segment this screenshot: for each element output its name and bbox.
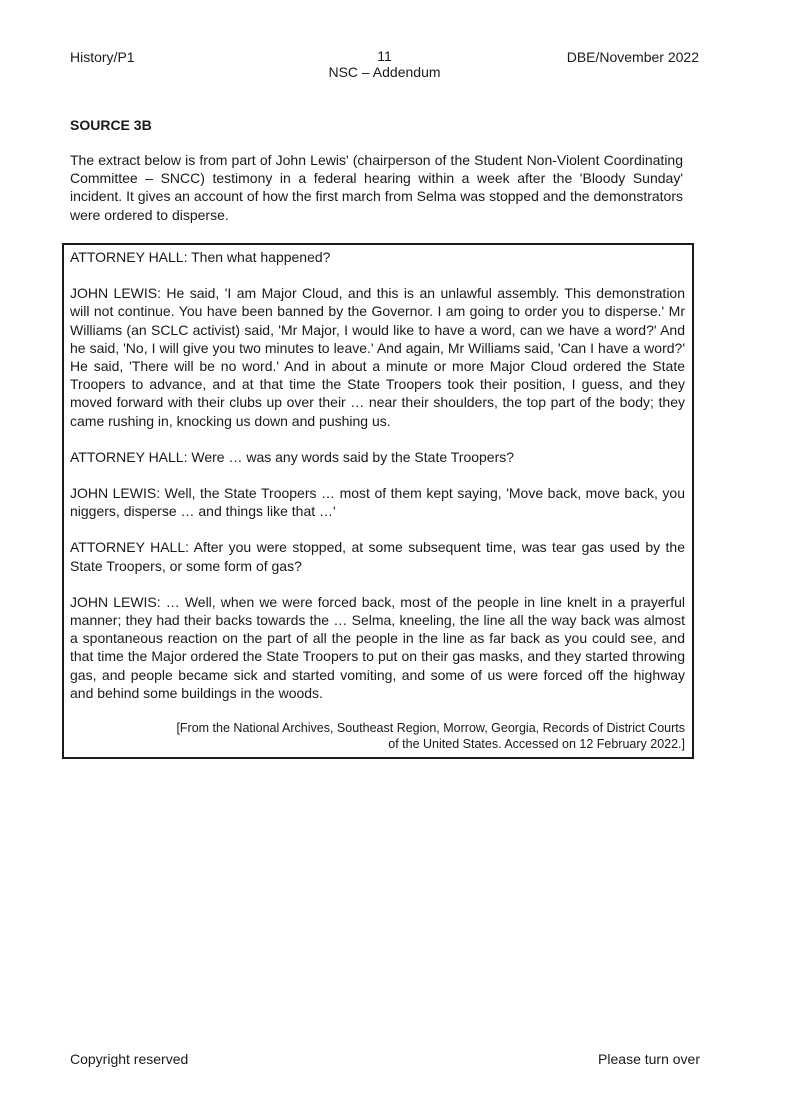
source-heading: SOURCE 3B <box>70 117 152 133</box>
transcript-paragraph: ATTORNEY HALL: Were … was any words said by the State Troopers? <box>70 448 515 465</box>
page-footer <box>70 1050 700 1068</box>
citation-line: [From the National Archives, Southeast Region, Morrow, Georgia, Records of District Courts <box>176 721 685 736</box>
header-exam-session: DBE/November 2022 <box>566 49 699 65</box>
transcript-paragraph: ATTORNEY HALL: Then what happened? <box>70 249 331 265</box>
copyright-note: Copyright reserved <box>70 1051 189 1067</box>
transcript <box>70 248 685 702</box>
page-header <box>70 48 699 80</box>
source-intro: The extract below is from part of John Lewis' (chairperson of the Student Non-Violent Coordinating Committee – SNCC) testimony in a federal hearing within a week after the 'Bloody Sunday' incident. It gives an account of how the first march from Selma was stopped and the demonstrators were ordered to disperse. <box>70 152 683 223</box>
transcript-paragraph: JOHN LEWIS: … Well, when we were forced back, most of the people in line knelt in a prayerful manner; they had their backs towards the … Selma, kneeling, the line all the way back was almost a spontaneous reaction on the part of all the people in the line as far back as you could see, and that time the Major ordered the State Troopers to put on their gas masks, and they started throwing gas, and people became sick and started vomiting, and some of us were forced off the highway and behind some buildings in the woods. <box>70 593 685 701</box>
citation-line: of the United States. Accessed on 12 February 2022.] <box>388 737 685 752</box>
header-subtitle: NSC – Addendum <box>328 64 441 80</box>
header-doc-code: History/P1 <box>70 49 135 65</box>
source-extract-box <box>62 243 694 759</box>
transcript-paragraph: ATTORNEY HALL: After you were stopped, at some subsequent time, was tear gas used by the State Troopers, or some form of gas? <box>70 539 685 574</box>
transcript-paragraph: JOHN LEWIS: He said, 'I am Major Cloud, and this is an unlawful assembly. This demonstration will not continue. You have been banned by the Governor. I am going to order you to disperse.' Mr Williams (an SCLC activist) said, 'Mr Major, I would like to have a word, can we have a word?' And he said, 'No, I will give you two minutes to leave.' And again, Mr Williams said, 'Can I have a word?' He said, 'There will be no word.' And in about a minute or more Major Cloud ordered the State Troopers to advance, and at that time the State Troopers took their position, I guess, and they moved forward with their clubs up over their … near their shoulders, the top part of the body; they came rushing in, knocking us down and pushing us. <box>70 285 685 429</box>
header-center <box>328 48 440 80</box>
source-citation <box>70 720 685 752</box>
page-number: 11 <box>377 48 392 64</box>
transcript-paragraph: JOHN LEWIS: Well, the State Troopers … most of them kept saying, 'Move back, move back, you niggers, disperse … and things like that …' <box>70 485 685 520</box>
turn-over-note: Please turn over <box>598 1051 700 1067</box>
